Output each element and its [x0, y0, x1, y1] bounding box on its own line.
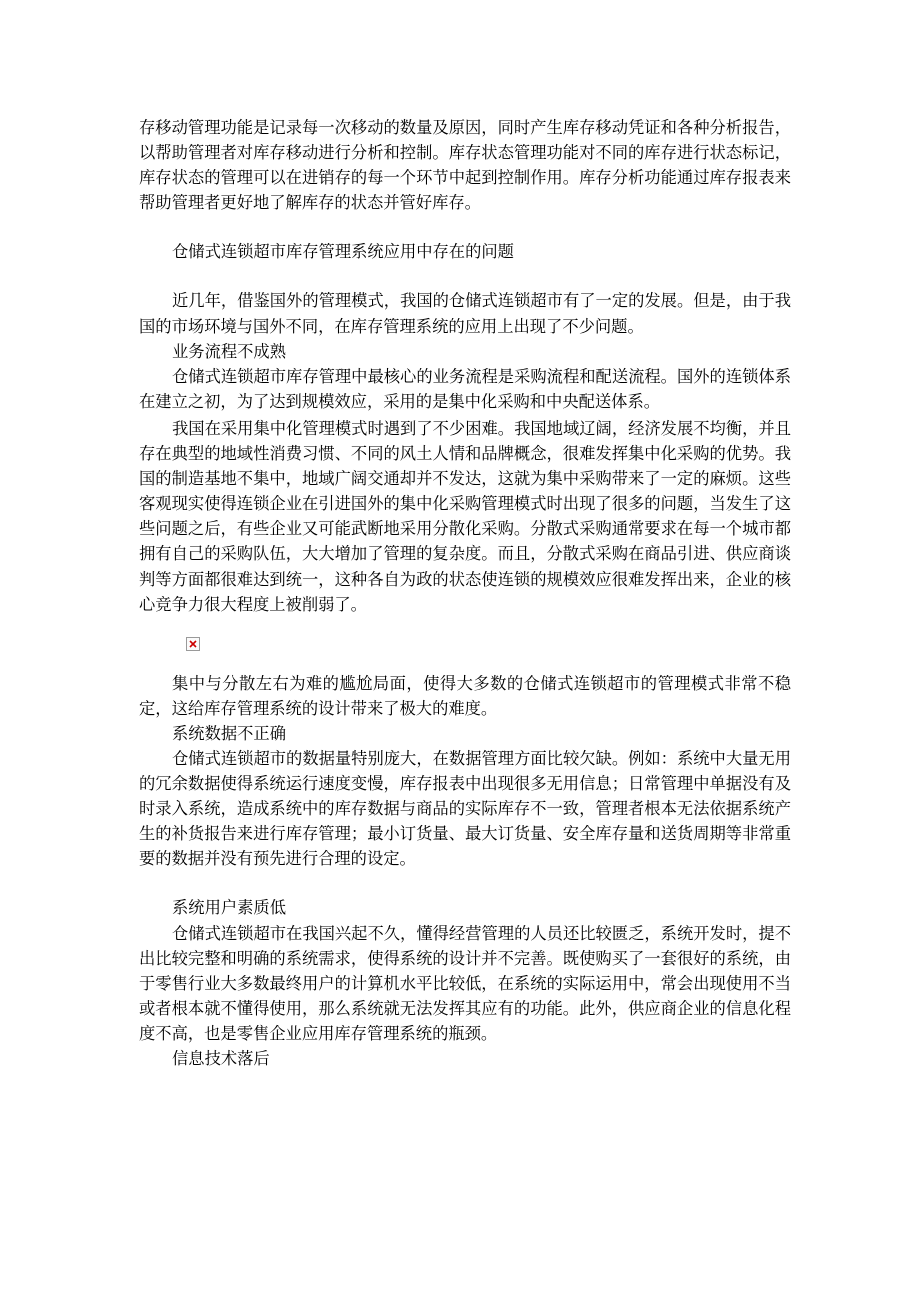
broken-image-icon: [186, 637, 200, 651]
paragraph-core-process: 仓储式连锁超市库存管理中最核心的业务流程是采购流程和配送流程。国外的连锁体系在建立之初，为了达到规模效应，采用的是集中化采购和中央配送体系。: [139, 366, 791, 411]
paragraph-recent-years: 近几年，借鉴国外的管理模式，我国的仓储式连锁超市有了一定的发展。但是，由于我国的市场环境与国外不同，在库存管理系统的应用上出现了不少问题。: [139, 291, 791, 336]
section-title: 仓储式连锁超市库存管理系统应用中存在的问题: [172, 242, 514, 262]
heading-user-quality: 系统用户素质低: [172, 898, 286, 918]
image-placeholder: [139, 631, 791, 657]
paragraph-data-volume: 仓储式连锁超市的数据量特别庞大，在数据管理方面比较欠缺。例如：系统中大量无用的冗余数据使得系统运行速度变慢，库存报表中出现很多无用信息；日常管理中单据没有及时录入系统，造成系统中的库存数据与商品的实际库存不一致，管理者根本无法依据系统产生的补货报告来进行库存管理；最小订货量、最大订货量、安全库存量和送货周期等非常重要的数据并没有预先进行合理的设定。: [139, 748, 791, 869]
paragraph-centralized-difficulty: 我国在采用集中化管理模式时遇到了不少困难。我国地域辽阔，经济发展不均衡，并且存在典型的地域性消费习惯、不同的风土人情和品牌概念，很难发挥集中化采购的优势。我国的制造基地不集中，地域广阔交通却并不发达，这就为集中采购带来了一定的麻烦。这些客观现实使得连锁企业在引进国外的集中化采购管理模式时出现了很多的问题，当发生了这些问题之后，有些企业又可能武断地采用分散化采购。分散式采购通常要求在每一个城市都拥有自己的采购队伍，大大增加了管理的复杂度。而且，分散式采购在商品引进、供应商谈判等方面都很难达到统一，这种各自为政的状态使连锁的规模效应很难发挥出来，企业的核心竞争力很大程度上被削弱了。: [139, 418, 791, 614]
heading-info-tech: 信息技术落后: [172, 1049, 270, 1068]
paragraph-user-quality: 仓储式连锁超市在我国兴起不久，懂得经营管理的人员还比较匮乏，系统开发时，提不出比较完整和明确的系统需求，使得系统的设计并不完善。既使购买了一套很好的系统，由于零售行业大多数最终用户的计算机水平比较低，在系统的实际运用中，常会出现使用不当或者根本就不懂得使用，那么系统就无法发挥其应有的功能。此外，供应商企业的信息化程度不高，也是零售企业应用库存管理系统的瓶颈。: [139, 923, 791, 1043]
document-page: [139, 0, 791, 1071]
heading-business-process: 业务流程不成熟: [172, 341, 286, 361]
heading-system-data: 系统数据不正确: [172, 723, 286, 743]
paragraph-dilemma: 集中与分散左右为难的尴尬局面，使得大多数的仓储式连锁超市的管理模式非常不稳定，这给库存管理系统的设计带来了极大的难度。: [139, 673, 791, 718]
intro-paragraph: 存移动管理功能是记录每一次移动的数量及原因，同时产生库存移动凭证和各种分析报告，以帮助管理者对库存移动进行分析和控制。库存状态管理功能对不同的库存进行状态标记，库存状态的管理可以在进销存的每一个环节中起到控制作用。库存分析功能通过库存报表来帮助管理者更好地了解库存的状态并管好库存。: [139, 118, 791, 213]
